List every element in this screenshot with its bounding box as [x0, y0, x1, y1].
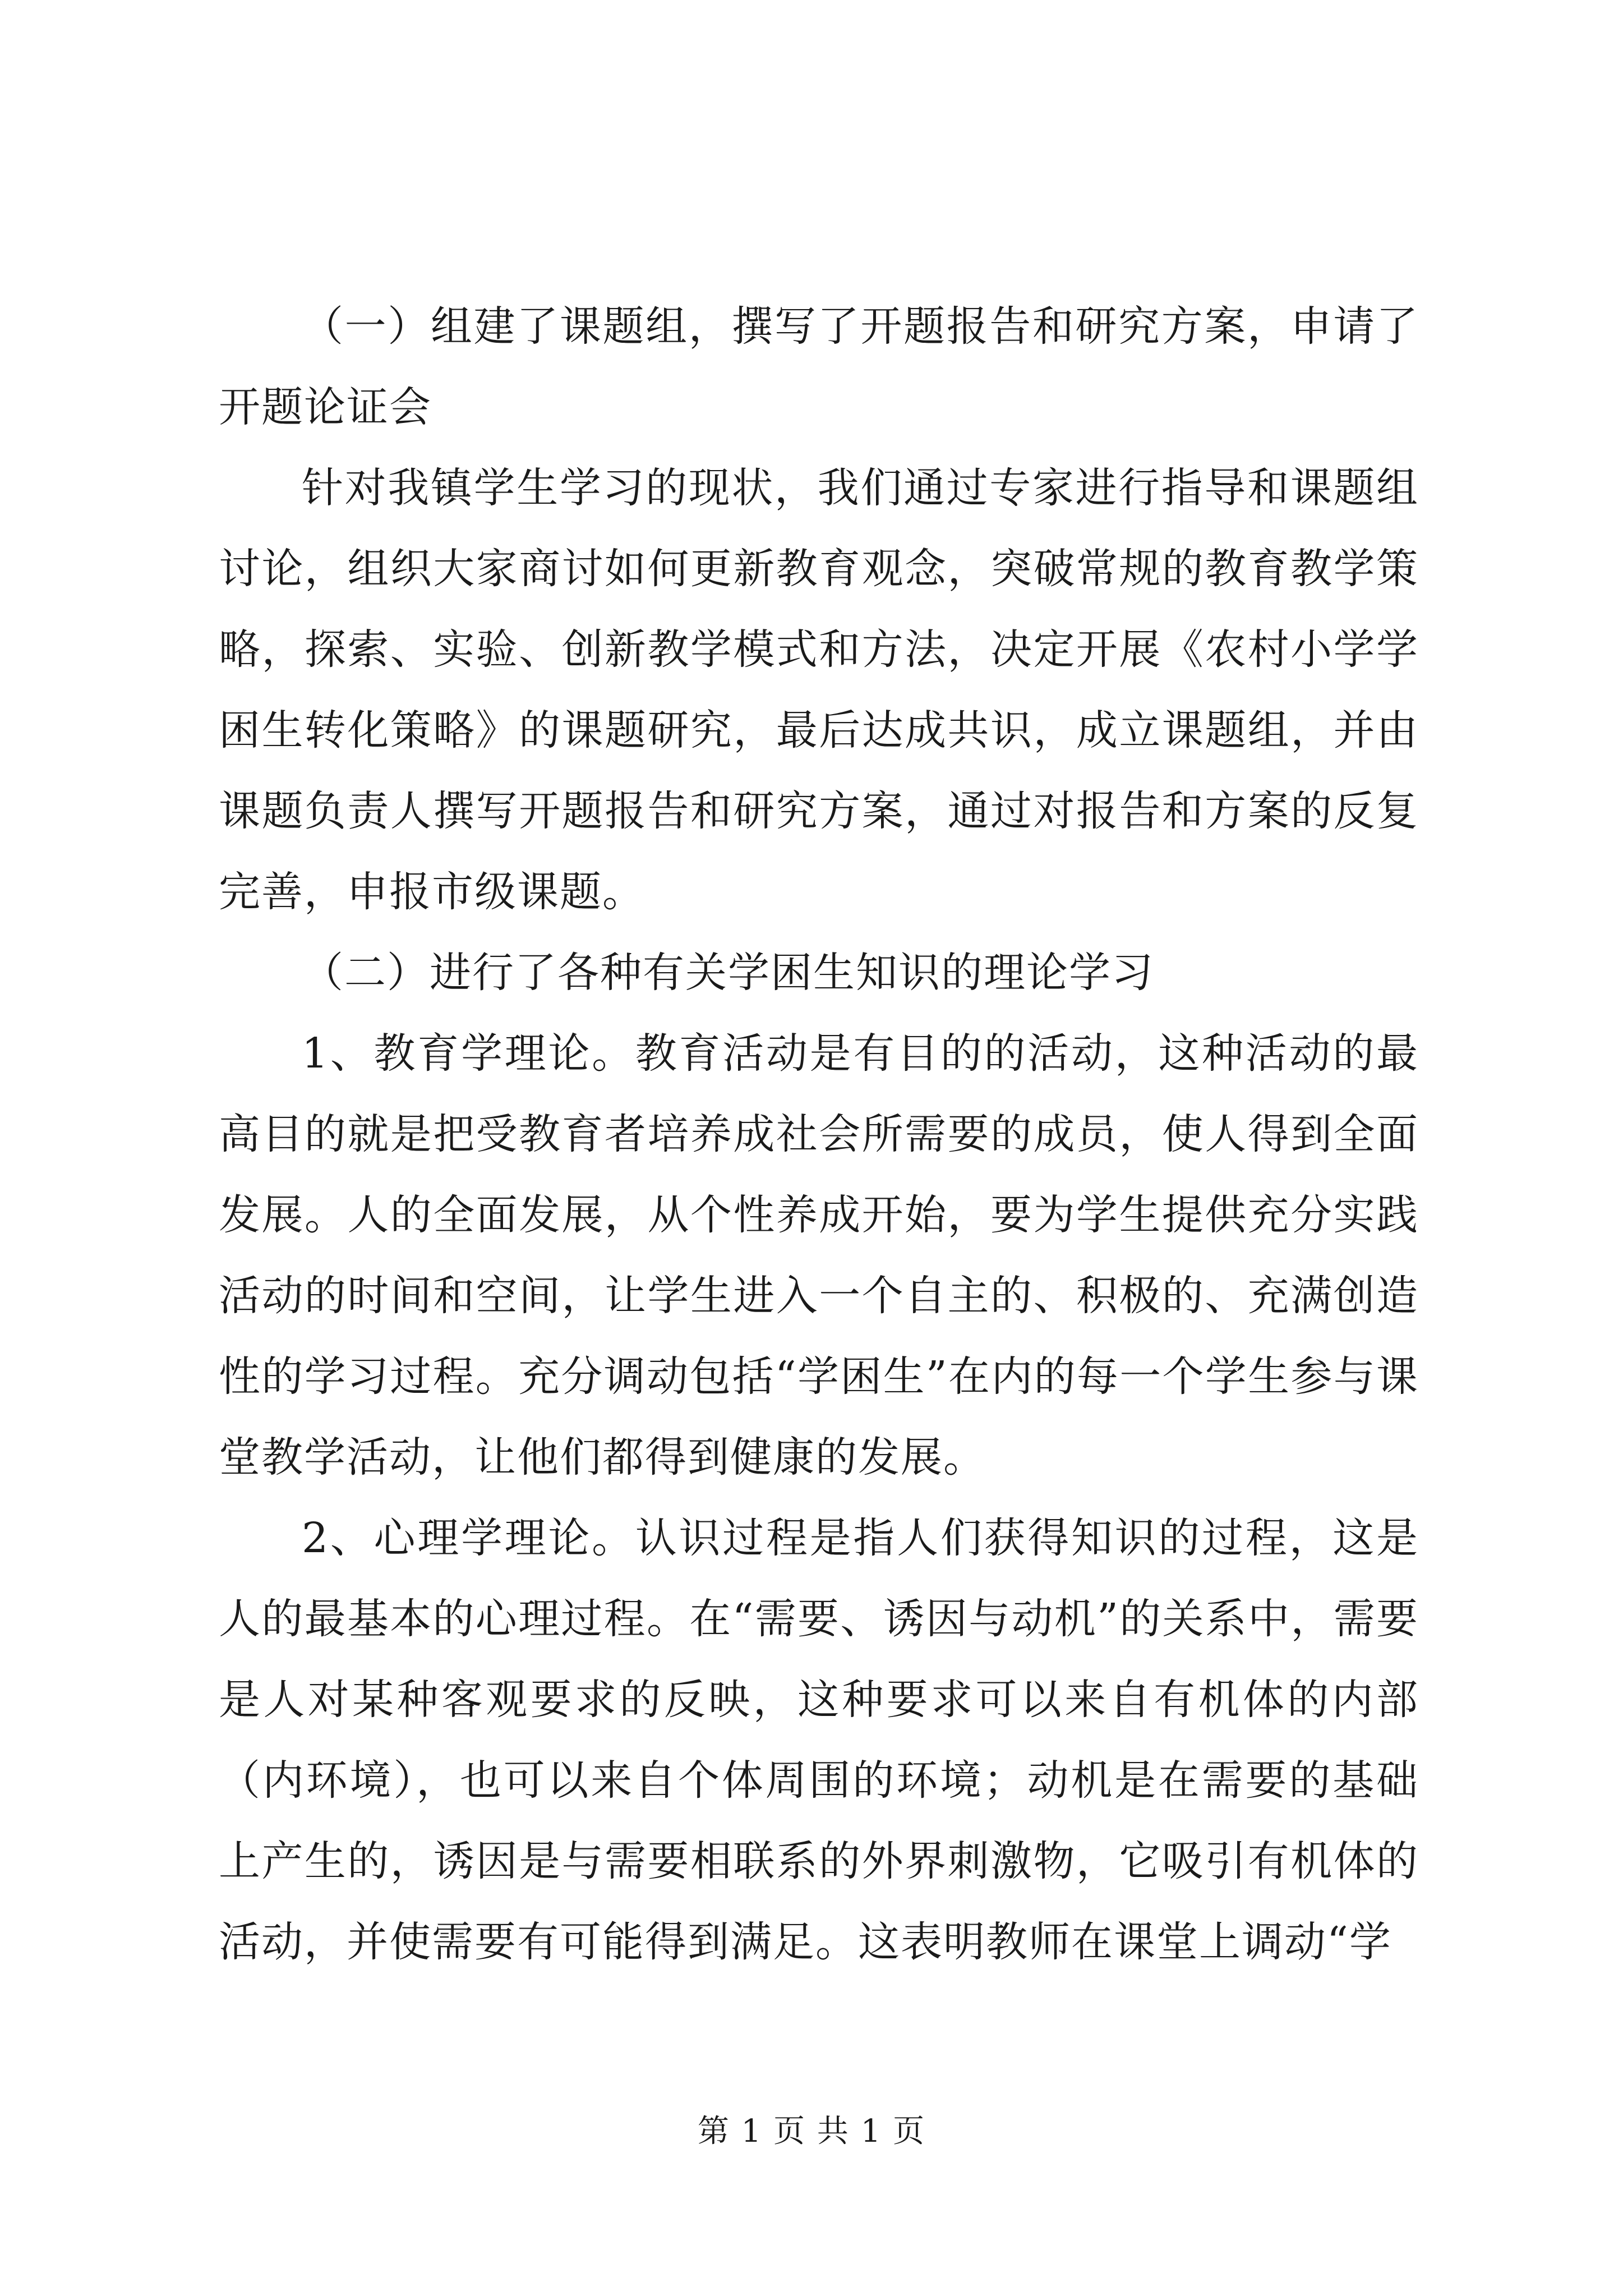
paragraph-education-theory: 1、教育学理论。教育活动是有目的的活动，这种活动的最高目的就是把受教育者培养成社会所需要的成员，使人得到全面发展。人的全面发展，从个性养成开始，要为学生提供充分实践活动的时间和空间，让学生进入一个自主的、积极的、充满创造性的学习过程。充分调动包括“学困生”在内的每一个学生参与课堂教学活动，让他们都得到健康的发展。: [219, 1029, 1419, 1481]
section-heading-1: （一）组建了课题组，撰写了开题报告和研究方案，申请了开题论证会: [219, 302, 1419, 431]
section-heading-2: （二）进行了各种有关学困生知识的理论学习: [302, 949, 1154, 997]
page-footer: 第 1 页 共 1 页: [697, 2113, 926, 2150]
paragraph-1: 针对我镇学生学习的现状，我们通过专家进行指导和课题组讨论，组织大家商讨如何更新教育观念，突破常规的教育教学策略，探索、实验、创新教学模式和方法，决定开展《农村小学学困生转化策略》的课题研究，最后达成共识，成立课题组，并由课题负责人撰写开题报告和研究方案，通过对报告和方案的反复完善，申报市级课题。: [219, 464, 1419, 916]
paragraph-psychology-theory: 2、心理学理论。认识过程是指人们获得知识的过程，这是人的最基本的心理过程。在“需要、诱因与动机”的关系中，需要是人对某种客观要求的反映，这种要求可以来自有机体的内部（内环境），也可以来自个体周围的环境；动机是在需要的基础上产生的，诱因是与需要相联系的外界刺激物，它吸引有机体的活动，并使需要有可能得到满足。这表明教师在课堂上调动“学: [219, 1514, 1419, 1966]
body-text: [219, 286, 1419, 1982]
